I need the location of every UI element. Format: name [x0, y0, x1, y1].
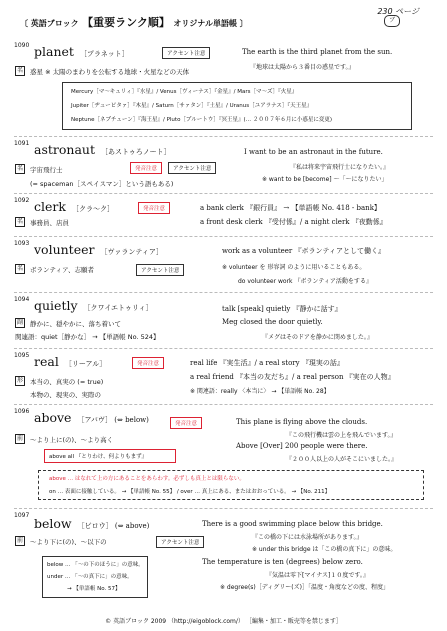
headword-text: clerk — [34, 199, 66, 214]
box-line: Neptune［ネプチューン］『海王星』/ Pluto［プルートウ］『冥王星』(… ２００７年６月に小惑星に変更) — [71, 117, 333, 123]
example-phrase: a real friend 『本当の友だち』/ a real person 『実在の人物』 — [190, 373, 395, 381]
pronunciation: ［アバヴ］ (⇔ below) — [77, 416, 149, 424]
divider — [14, 348, 433, 349]
title-suffix: オリジナル単語帳 〕 — [173, 19, 248, 28]
title-prefix: 〔 英語ブロック — [20, 19, 79, 28]
pronunciation-tag: 発音注意 — [138, 202, 170, 214]
accent-tag: アクセント注意 — [162, 47, 210, 59]
example-note: ※ want to be [become] ～「～になりたい」 — [262, 176, 388, 183]
divider — [14, 136, 433, 137]
pronunciation-tag: 発音注意 — [170, 417, 202, 429]
pronunciation: ［あストゥろノート］ — [100, 148, 171, 156]
example-ja: 『この飛行機は雲の上を飛んでいます。』 — [286, 432, 397, 439]
headword — [34, 410, 149, 425]
box-line: Jupiter［ヂューピタァ］『木星』/ Saturn［サァタン］『土星』/ Uranus［ユアラナス］『天王星』 — [71, 103, 313, 109]
pos-badge: 前 — [16, 435, 23, 442]
entry-number: 1096 — [14, 408, 30, 415]
example-phrase: work as a volunteer 『ボランティアとして働く』 — [222, 247, 385, 255]
example-en: Above [Over] 200 people were there. — [236, 442, 368, 450]
pos-badge: 副 — [16, 319, 23, 326]
divider — [14, 193, 433, 194]
headword-text: below — [34, 516, 72, 531]
box-line: below … 「～の下のほうに」の意味。 — [47, 562, 144, 568]
headword-text: above — [34, 410, 72, 425]
pronunciation: ［ヴァランティア］ — [100, 248, 163, 256]
accent-tag: アクセント注意 — [136, 264, 184, 276]
meaning: ～より下に(の)、～以下の — [30, 538, 107, 546]
headword — [34, 516, 149, 531]
headword — [34, 298, 153, 313]
example-en: This plane is flying above the clouds. — [236, 418, 368, 426]
related-word: 関連語：quiet［静かな］ → 【単語帳 No. 524】 — [15, 333, 160, 341]
headword-text: volunteer — [34, 242, 95, 257]
meaning: ボランティア、志願者 — [30, 266, 94, 274]
related-word: ※ 関連語：really 〈本当に〉 → 【単語帳 No. 28】 — [190, 388, 330, 395]
example-en: The temperature is ten (degrees) below zero. — [202, 558, 363, 566]
headword-text: planet — [34, 44, 74, 59]
example-en: Meg closed the door quietly. — [222, 318, 323, 326]
example-en: The earth is the third planet from the sun. — [242, 48, 393, 56]
divider — [14, 236, 433, 237]
headword — [34, 199, 114, 214]
example-ja: 『私は将来宇宙飛行士になりたい。』 — [290, 164, 390, 171]
headword-text: astronaut — [34, 142, 95, 157]
pos-badge: 名 — [16, 165, 23, 172]
example-phrase: a bank clerk 『銀行員』 → 【単語帳 No. 418 - bank】 — [200, 204, 381, 212]
box-line: Mercury［マ～キュリィ］『水星』/ Venus［ヴィーナス］『金星』/ Mars［マ～ズ］『火星』 — [71, 89, 298, 95]
meaning-note: (= spaceman［スペイスマン］という語もある) — [30, 180, 174, 188]
example-ja: 『気温は零下[マイナス]１０度です。』 — [266, 572, 369, 579]
entry-number: 1092 — [14, 197, 30, 204]
meaning: ～より上に(の)、～より高く — [30, 436, 114, 444]
pos-badge: 名 — [16, 218, 23, 225]
example-phrase: do volunteer work 『ボランティア活動をする』 — [238, 278, 372, 285]
box-line: → 【単語帳 No. 57】 — [67, 586, 121, 592]
headword-text: quietly — [34, 298, 78, 313]
pronunciation: ［リーアル］ — [64, 360, 107, 368]
entry-number: 1090 — [14, 42, 30, 49]
pronunciation-tag: 発音注意 — [130, 162, 162, 174]
pronunciation: ［クラ～ク］ — [71, 205, 114, 213]
headword — [34, 142, 171, 157]
usage-box — [38, 470, 424, 500]
headword — [34, 354, 106, 369]
page-title — [20, 14, 248, 30]
pos-badge: 前 — [16, 537, 23, 544]
divider — [14, 292, 433, 293]
example-ja: 『２００人以上の人がそこにいました。』 — [286, 456, 398, 463]
example-en: I want to be an astronaut in the future. — [244, 148, 383, 156]
divider — [14, 404, 433, 405]
box-line: under … 「～の真下に」の意味。 — [47, 574, 133, 580]
pronunciation: ［クワイエトゥリィ］ — [83, 304, 153, 312]
pos-badge: 名 — [16, 265, 23, 272]
meaning: 惑星 ※ 太陽のまわりを公転する地球・火星などの天体 — [30, 68, 190, 76]
headword — [34, 44, 129, 59]
divider — [14, 508, 433, 509]
accent-tag: アクセント注意 — [168, 162, 216, 174]
meaning: 静かに、穏やかに、落ち着いて — [30, 320, 121, 328]
entry-number: 1095 — [14, 352, 30, 359]
footer: © 英語ブロック 2009 （http://eigoblock.com/） ［編集・加工・販売等を禁じます］ — [105, 618, 342, 625]
page-number: 230 ページ — [377, 7, 419, 16]
meaning: 本物の、現実の、実際の — [30, 391, 101, 399]
pos-badge: 形 — [16, 377, 23, 384]
entry-number: 1093 — [14, 240, 30, 247]
usage-note: above … はなれて上の方にあることをあらわす。必ずしも真上とは限らない。 — [49, 476, 245, 482]
example-phrase: real life 『実生活』/ a real story 『現実の話』 — [190, 359, 344, 367]
pronunciation: ［ビロウ］ (⇔ above) — [77, 522, 150, 530]
entry-number: 1094 — [14, 296, 30, 303]
example-phrase: a front desk clerk 『受付係』/ a night clerk 『夜勤係』 — [200, 218, 387, 226]
example-note: ※ degree(s)［ディグリー(ズ)］「温度・角度などの度、程度」 — [220, 584, 389, 591]
usage-note: ※ volunteer を 形容詞 のように用いることもある。 — [222, 264, 366, 271]
meaning: 宇宙飛行士 — [30, 166, 63, 174]
usage-note: on … 表面に接触している。 → 【単語帳 No. 55】 / over … 真上にある、またはおおっている。 → 【No. 211】 — [49, 489, 331, 495]
headword — [34, 242, 163, 257]
pos-badge: 名 — [16, 67, 23, 74]
pronunciation: ［プラネット］ — [79, 50, 129, 58]
pronunciation-tag: 発音注意 — [132, 357, 164, 369]
planet-list-box — [62, 82, 412, 130]
idiom-box — [44, 449, 176, 463]
meaning: 事務員、店員 — [30, 219, 69, 227]
meaning: 本当の、真実の (= true) — [30, 378, 104, 386]
example-ja: 『この橋の下には水泳場所があります。』 — [252, 534, 363, 541]
example-ja: 『地球は太陽から３番目の惑星です。』 — [250, 64, 355, 71]
example-en: There is a good swimming place below this bridge. — [202, 520, 383, 528]
title-main: 【重要ランク順】 — [82, 16, 170, 29]
brand-icon: ブ — [384, 15, 400, 27]
entry-number: 1091 — [14, 140, 30, 147]
idiom: above all 『とりわけ、何よりもまず』 — [49, 454, 148, 460]
accent-tag: アクセント注意 — [156, 536, 204, 548]
example-ja: 『メグはそのドアを静かに閉めました。』 — [262, 334, 373, 341]
usage-box — [42, 556, 148, 598]
example-note: ※ under this bridge は「この橋の真下に」の意味。 — [252, 546, 397, 553]
entry-number: 1097 — [14, 512, 30, 519]
headword-text: real — [34, 354, 59, 369]
example-phrase: talk [speak] quietly 『静かに話す』 — [222, 305, 342, 313]
